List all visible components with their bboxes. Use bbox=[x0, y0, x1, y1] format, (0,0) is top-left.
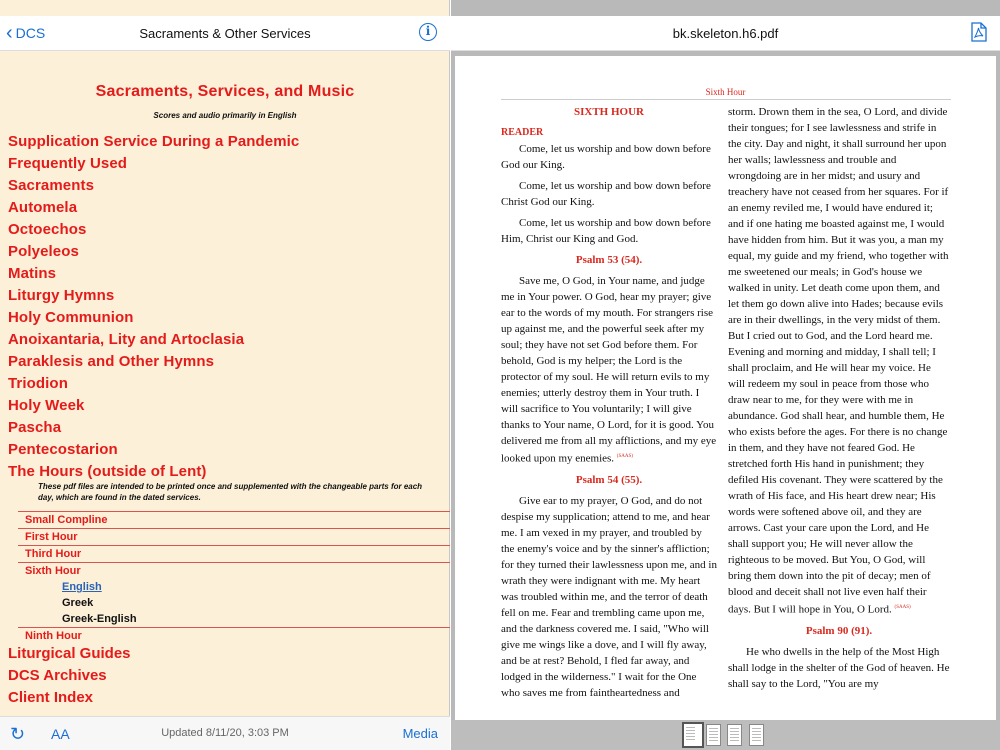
paragraph bbox=[728, 104, 950, 618]
chevron-left-icon: ‹ bbox=[6, 22, 13, 44]
hours-item bbox=[18, 627, 450, 644]
services-menu-bottom bbox=[8, 643, 448, 709]
menu-item-holy-communion[interactable]: Holy Communion bbox=[8, 309, 134, 326]
page-thumbnail[interactable] bbox=[749, 724, 764, 746]
menu-item-pentecostarion[interactable]: Pentecostarion bbox=[8, 441, 118, 458]
page-thumbnail[interactable] bbox=[706, 724, 721, 746]
updated-timestamp: Updated 8/11/20, 3:03 PM bbox=[161, 727, 289, 739]
menu-item-triodion[interactable]: Triodion bbox=[8, 375, 68, 392]
hours-item bbox=[18, 511, 450, 528]
psalm-heading: Psalm 90 (91). bbox=[805, 624, 873, 637]
menu-item-automela[interactable]: Automela bbox=[8, 199, 78, 216]
left-toolbar bbox=[0, 716, 450, 750]
menu-item-pascha[interactable]: Pascha bbox=[8, 419, 62, 436]
running-head: Sixth Hour bbox=[705, 87, 746, 97]
header-divider bbox=[501, 99, 951, 100]
menu-item-dcs-archives[interactable]: DCS Archives bbox=[8, 667, 107, 684]
hour-ninth[interactable]: Ninth Hour bbox=[25, 630, 82, 642]
media-button[interactable]: Media bbox=[402, 726, 438, 741]
page-thumbnail-strip bbox=[451, 720, 1000, 750]
menu-item-client-index[interactable]: Client Index bbox=[8, 689, 94, 706]
pdf-column-right bbox=[728, 104, 950, 697]
menu-item-paraklesis[interactable]: Paraklesis and Other Hymns bbox=[8, 353, 215, 370]
menu-item-octoechos[interactable]: Octoechos bbox=[8, 221, 87, 238]
menu-item-matins[interactable]: Matins bbox=[8, 265, 57, 282]
lang-greek-link[interactable]: Greek bbox=[62, 597, 94, 609]
paragraph: Give ear to my prayer, O God, and do not despise my supplication; attend to me, and hear me. I am vexed in my prayer, and troubled by the enemy's voice and by the sinner's affliction; for they turned their lawlessness upon me, and in wrath they were indignant with me. My heart was troubled within me, and the terror of death fell on me. Fear and trembling came upon me, and the darkness covered me. I said, "Who will give me wings like a dove, and I will fly away, and be at rest? Behold, I fled far away, and lodged in the wilderness." I wait for the One who saves me from faintheartedness and bbox=[501, 494, 717, 699]
text-size-button[interactable]: AA bbox=[51, 726, 70, 742]
hour-small-compline[interactable]: Small Compline bbox=[25, 514, 108, 526]
page-thumbnail[interactable] bbox=[727, 724, 742, 746]
hours-item bbox=[18, 528, 450, 545]
pdf-document-icon[interactable] bbox=[971, 22, 987, 42]
right-pane bbox=[451, 0, 1000, 750]
hour-first[interactable]: First Hour bbox=[25, 531, 78, 543]
left-nav-title: Sacraments & Other Services bbox=[139, 26, 311, 41]
pdf-page[interactable] bbox=[455, 56, 996, 720]
lang-greek-english-link[interactable]: Greek-English bbox=[62, 613, 137, 625]
menu-item-frequently-used[interactable]: Frequently Used bbox=[8, 155, 128, 172]
menu-item-anoixantaria[interactable]: Anoixantaria, Lity and Artoclasia bbox=[8, 331, 245, 348]
left-pane bbox=[0, 0, 450, 750]
menu-item-the-hours[interactable]: The Hours (outside of Lent) bbox=[8, 463, 207, 480]
page-heading: Sacraments, Services, and Music bbox=[95, 83, 355, 100]
refresh-icon[interactable]: ↻ bbox=[10, 724, 26, 744]
psalm-heading: Psalm 53 (54). bbox=[575, 254, 643, 266]
left-nav-bar bbox=[0, 16, 450, 51]
paragraph: Come, let us worship and bow down before God our King. bbox=[501, 143, 711, 171]
services-menu bbox=[8, 131, 448, 483]
menu-item-liturgical-guides[interactable]: Liturgical Guides bbox=[8, 645, 131, 662]
info-icon[interactable]: i bbox=[419, 23, 437, 41]
hours-item bbox=[18, 545, 450, 562]
hours-item bbox=[18, 562, 450, 627]
page-subheading: Scores and audio primarily in English bbox=[153, 111, 297, 120]
paragraph: Come, let us worship and bow down before Christ God our King. bbox=[501, 180, 711, 208]
lang-english-link[interactable]: English bbox=[62, 581, 102, 593]
hour-third[interactable]: Third Hour bbox=[25, 548, 82, 560]
sixth-hour-languages bbox=[18, 579, 450, 627]
psalm-heading: Psalm 54 (55). bbox=[575, 473, 643, 486]
paragraph: He who dwells in the help of the Most High shall lodge in the shelter of the God of heaven. He shall say to the Lord, "You are my bbox=[728, 645, 950, 690]
paragraph-text: storm. Drown them in the sea, O Lord, and divide their tongues; for I see lawlessness and strife in the city. Day and night, it shall surround her upon her walls; lawlessness and trouble and wrongdoing are in her midst; and usury and treachery have not ceased from her squares. For if an enemy reviled me, I would have endured it; and if one hating me boasted against me, I would have hidden from him. But it was you, a man my equal, my guide and my friend, who together with me sweetened our meals; in God's house we walked in unity. Let death come upon them, and let them go down alive into Hades; because evils are in their dwellings, in the very midst of them. But I cried out to God, and the Lord heard me. Evening and morning and midday, I shall tell; I shall proclaim, and He will hear my voice. He will redeem my soul in peace from those who draw near to me, for they were with me in abundance. God shall hear, and humble them, He who exists before the ages. For there is no change in them, and they have not feared God. He stretched forth His hand in punishment; they defiled His covenant. They were scattered by the wrath of His face, and His heart drew near; His words were softened above oil, and they are arrows. Cast your care upon the Lord, and He shall support you; He will never allow the righteous to be moved. But You, O God, will bring them down into the pit of decay; men of blood and deceit shall not live even half their days. But I will hope in You, O Lord. bbox=[728, 106, 949, 616]
menu-item-supplication[interactable]: Supplication Service During a Pandemic bbox=[8, 133, 300, 150]
paragraph-text: Save me, O God, in Your name, and judge me in Your power. O God, hear my prayer; give ear to the words of my mouth. For strangers rise up against me, and the powerful seek after my soul; they have not set God before them. For behold, God is my helper; the Lord is the protector of my soul. He will return evils to my enemies; utterly destroy them in Your truth. I will sacrifice to You voluntarily; I will give thanks to Your name, O Lord, for it is good. You delivered me from all my afflictions, and my eye looked upon my enemies. bbox=[501, 275, 717, 465]
pdf-column-left bbox=[501, 104, 717, 706]
source-reference: (SAAS) bbox=[894, 605, 911, 610]
paragraph: Come, let us worship and bow down before Him, Christ our King and God. bbox=[501, 217, 711, 245]
source-reference: (SAAS) bbox=[616, 454, 633, 459]
menu-item-sacraments[interactable]: Sacraments bbox=[8, 177, 95, 194]
hour-sixth[interactable]: Sixth Hour bbox=[25, 565, 81, 577]
role-label: READER bbox=[501, 127, 544, 138]
hours-note: These pdf files are intended to be printed once and supplemented with the changeable parts for each day, which are found in the dated services. bbox=[38, 482, 423, 502]
section-title: SIXTH HOUR bbox=[574, 106, 644, 118]
right-nav-bar bbox=[451, 16, 1000, 51]
pdf-title: bk.skeleton.h6.pdf bbox=[672, 26, 779, 41]
menu-item-holy-week[interactable]: Holy Week bbox=[8, 397, 85, 414]
services-content bbox=[0, 51, 450, 716]
hours-submenu bbox=[18, 511, 450, 644]
menu-item-liturgy-hymns[interactable]: Liturgy Hymns bbox=[8, 287, 115, 304]
menu-item-polyeleos[interactable]: Polyeleos bbox=[8, 243, 79, 260]
back-button-label: DCS bbox=[15, 25, 46, 41]
page-thumbnail[interactable] bbox=[682, 722, 704, 748]
paragraph bbox=[501, 273, 717, 467]
